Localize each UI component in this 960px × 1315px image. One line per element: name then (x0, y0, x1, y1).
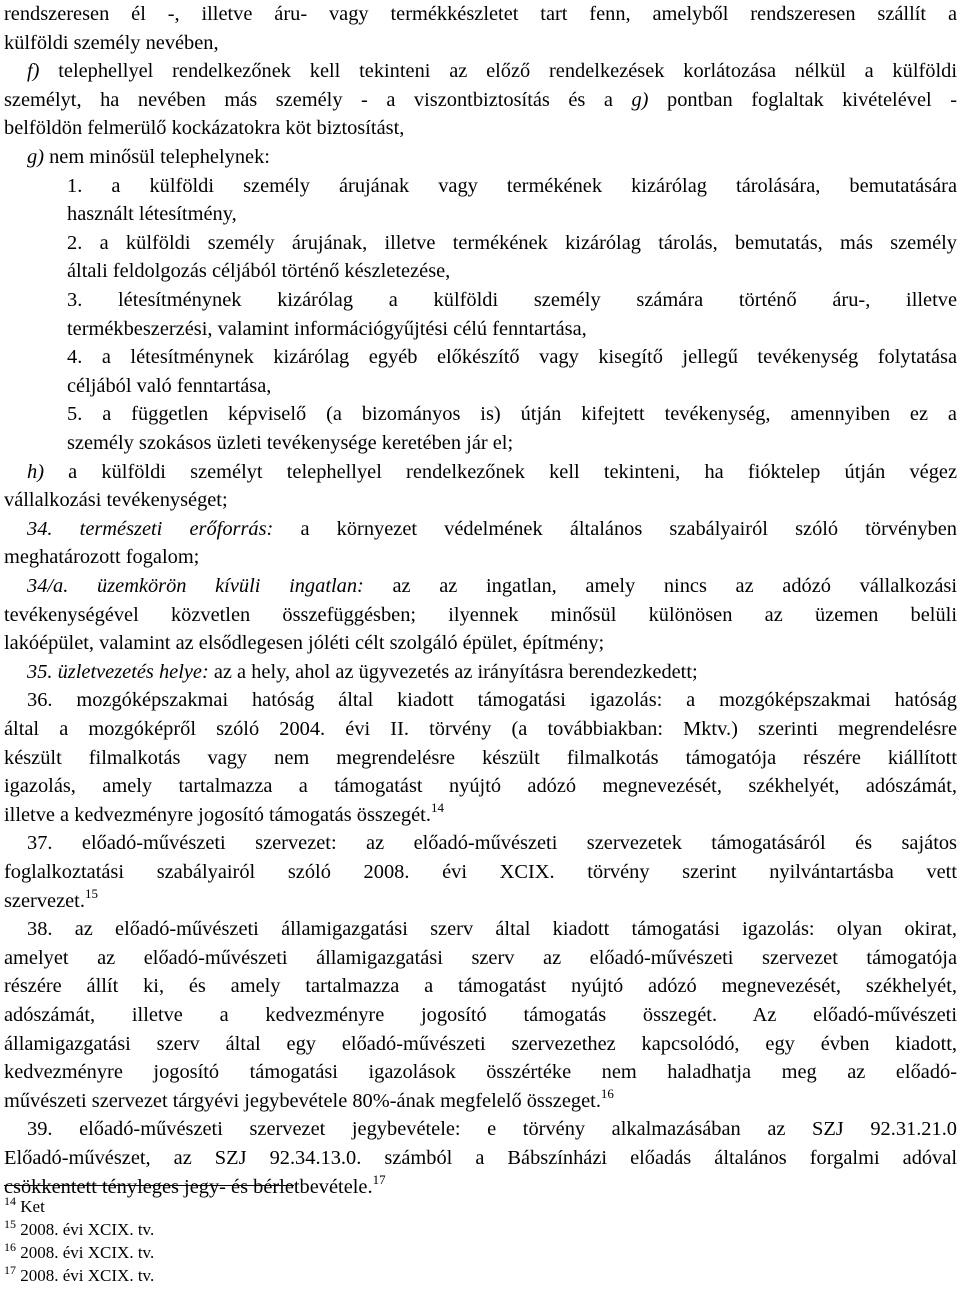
line-text: 2. a külföldi személy árujának, illetve termékének kizárólag tárolás, bemutatás, más személy (67, 231, 957, 254)
footnote-text: 2008. évi XCIX. tv. (16, 1243, 155, 1262)
line-text: az a hely, ahol az ügyvezetés az irányításra berendezkedett; (208, 660, 698, 683)
line-text: rendszeresen él -, illetve áru- vagy termékkészletet tart fenn, amelyből rendszeresen szállít a (4, 3, 957, 25)
line-text: amelyet az előadó-művészeti államigazgatási szerv az előadó-művészeti szervezet támogatója (4, 946, 957, 969)
text-line (4, 458, 957, 487)
footnote-reference: 17 (372, 1172, 386, 1187)
line-text: használt létesítmény, (67, 203, 237, 226)
footnote-number: 15 (4, 1217, 16, 1231)
line-text: a külföldi személyt telephellyel rendelkezőnek kell tekinteni, ha fióktelep útján végez (44, 460, 957, 483)
text-line (4, 1144, 957, 1173)
footnote-reference: 16 (600, 1086, 614, 1101)
footnote-text: 2008. évi XCIX. tv. (16, 1220, 155, 1239)
text-line (4, 915, 957, 944)
text-line (4, 1115, 957, 1144)
footnote-number: 14 (4, 1194, 16, 1208)
text-line (4, 343, 957, 372)
line-text: általi feldolgozás céljából történő készletezése, (67, 260, 451, 283)
line-text: nem minősül telephelynek: (44, 146, 270, 168)
line-text: igazolás, amely tartalmazza a támogatást nyújtó adózó megnevezését, székhelyét, adószámát, (4, 775, 957, 798)
text-line (4, 172, 957, 201)
line-text: vállalkozási tevékenységet; (4, 489, 228, 512)
line-text: 37. előadó-művészeti szervezet: az előadó-művészeti szervezetek támogatásáról és sajátos (27, 832, 957, 855)
text-line (4, 515, 957, 544)
line-text: külföldi személy nevében, (4, 31, 219, 54)
text-line (4, 1030, 957, 1059)
footnote (4, 1219, 404, 1241)
text-line (4, 772, 957, 801)
line-text: csökkentett tényleges jegy- és bérletbevétele. (4, 1175, 373, 1198)
definition-number: 34/a. (27, 575, 69, 597)
text-line (4, 744, 957, 773)
text-line (4, 57, 957, 86)
footnote-number: 17 (4, 1263, 16, 1277)
line-text: 3. létesítménynek kizárólag a külföldi személy számára történő áru-, illetve (67, 289, 957, 311)
text-line (4, 1087, 957, 1116)
line-text: művészeti szervezet tárgyévi jegybevétele 80%-ának megfelelő összeget. (4, 1089, 601, 1112)
footnote-text: Ket (16, 1197, 45, 1216)
line-text: 4. a létesítménynek kizárólag egyéb előkészítő vagy kisegítő jellegű tevékenység folytatása (67, 346, 957, 369)
text-line (4, 143, 957, 172)
text-line (4, 858, 957, 887)
line-text: tevékenységével közvetlen összefüggésben; ilyennek minősül különösen az üzemen belüli (4, 603, 957, 626)
text-line (4, 972, 957, 1001)
line-text: a környezet védelmének általános szabályairól szóló törvényben (273, 517, 957, 540)
text-line (4, 0, 957, 29)
text-line (4, 829, 957, 858)
text-line (4, 543, 957, 572)
text-line (4, 315, 957, 344)
line-text: készült filmalkotás vagy nem megrendelésre készült filmalkotás támogatója részére kiállított (4, 746, 957, 769)
line-text: pontban foglaltak kivételével - (648, 88, 957, 111)
line-text: az az ingatlan, amely nincs az adózó vállalkozási (363, 575, 957, 597)
definition-number: 34. (27, 517, 53, 540)
line-text: szervezet. (4, 889, 85, 912)
line-text: 38. az előadó-művészeti államigazgatási szerv által kiadott támogatási igazolás: olyan okirat, (27, 918, 957, 941)
text-line (4, 372, 957, 401)
line-text: által a mozgóképről szóló 2004. évi II. törvény (a továbbiakban: Mktv.) szerinti megrendelésre (4, 718, 957, 740)
footnote-separator (4, 1185, 294, 1186)
definition-number: 35. (27, 660, 53, 683)
text-line (4, 572, 957, 601)
line-text: céljából való fenntartása, (67, 374, 272, 397)
line-prefix: személyt, ha nevében más személy - a viszontbiztosítás és a (4, 88, 632, 111)
text-line (4, 114, 957, 143)
line-text: személy szokásos üzleti tevékenysége keretében jár el; (67, 432, 514, 454)
footnote (4, 1196, 404, 1218)
text-line (4, 229, 957, 258)
line-text: 39. előadó-művészeti szervezet jegybevétele: e törvény alkalmazásában az SZJ 92.31.21.0 (27, 1118, 957, 1141)
text-line (4, 658, 957, 687)
line-text: telephellyel rendelkezőnek kell tekinteni az előző rendelkezések korlátozása nélkül a külföldi (39, 60, 957, 83)
text-line (4, 944, 957, 973)
footnote-number: 16 (4, 1240, 16, 1254)
line-text: belföldön felmerülő kockázatokra köt biztosítást, (4, 117, 405, 140)
footnote-reference: 14 (430, 800, 444, 815)
text-line (4, 286, 957, 315)
defined-term: üzemkörön kívüli ingatlan: (97, 575, 364, 597)
line-text: termékbeszerzési, valamint információgyűjtési célú fenntartása, (67, 317, 587, 340)
text-line (4, 601, 957, 630)
line-text: adószámát, illetve a kedvezményre jogosító támogatás összegét. Az előadó-művészeti (4, 1004, 957, 1026)
text-line (4, 86, 957, 115)
text-line (4, 629, 957, 658)
line-text: államigazgatási szerv által egy előadó-művészeti szervezethez kapcsolódó, egy évben kiadott, (4, 1032, 957, 1055)
text-line (4, 1058, 957, 1087)
text-line (4, 200, 957, 229)
line-text: meghatározott fogalom; (4, 546, 200, 569)
line-text: illetve a kedvezményre jogosító támogatás összegét. (4, 803, 431, 826)
line-text: részére állít ki, és amely tartalmazza a támogatást nyújtó adózó megnevezését, székhelyét, (4, 975, 957, 998)
item-reference: g) (631, 88, 649, 111)
defined-term: üzletvezetés helye: (57, 660, 209, 683)
text-line (4, 486, 957, 515)
item-letter: h) (27, 460, 44, 483)
footnote (4, 1242, 404, 1264)
text-line (4, 400, 957, 429)
footnote-text: 2008. évi XCIX. tv. (16, 1266, 155, 1285)
line-text: kedvezményre jogosító támogatási igazolások összértéke nem haladhatja meg az előadó- (4, 1061, 957, 1084)
item-letter: g) (27, 146, 44, 168)
line-text: 36. mozgóképszakmai hatóság által kiadott támogatási igazolás: a mozgóképszakmai hatóság (27, 689, 957, 712)
text-line (4, 429, 957, 458)
text-line (4, 686, 957, 715)
text-line (4, 1001, 957, 1030)
line-text: foglalkoztatási szabályairól szóló 2008. évi XCIX. törvény szerint nyilvántartásba vett (4, 861, 957, 883)
line-text: lakóépület, valamint az elsődlegesen jóléti célt szolgáló épület, építmény; (4, 632, 605, 655)
text-line (4, 887, 957, 916)
text-line (4, 715, 957, 744)
line-text: 5. a független képviselő (a bizományos is) útján kifejtett tevékenység, amennyiben ez a (67, 403, 957, 426)
line-text: Előadó-művészet, az SZJ 92.34.13.0. számból a Bábszínházi előadás általános forgalmi adóval (4, 1147, 957, 1169)
text-line (4, 29, 957, 58)
text-line (4, 801, 957, 830)
footnote (4, 1265, 404, 1287)
line-text: 1. a külföldi személy árujának vagy termékének kizárólag tárolására, bemutatására (67, 174, 957, 197)
text-line (4, 257, 957, 286)
footnote-reference: 15 (84, 886, 98, 901)
item-letter: f) (27, 60, 40, 83)
defined-term: természeti erőforrás: (79, 517, 274, 540)
